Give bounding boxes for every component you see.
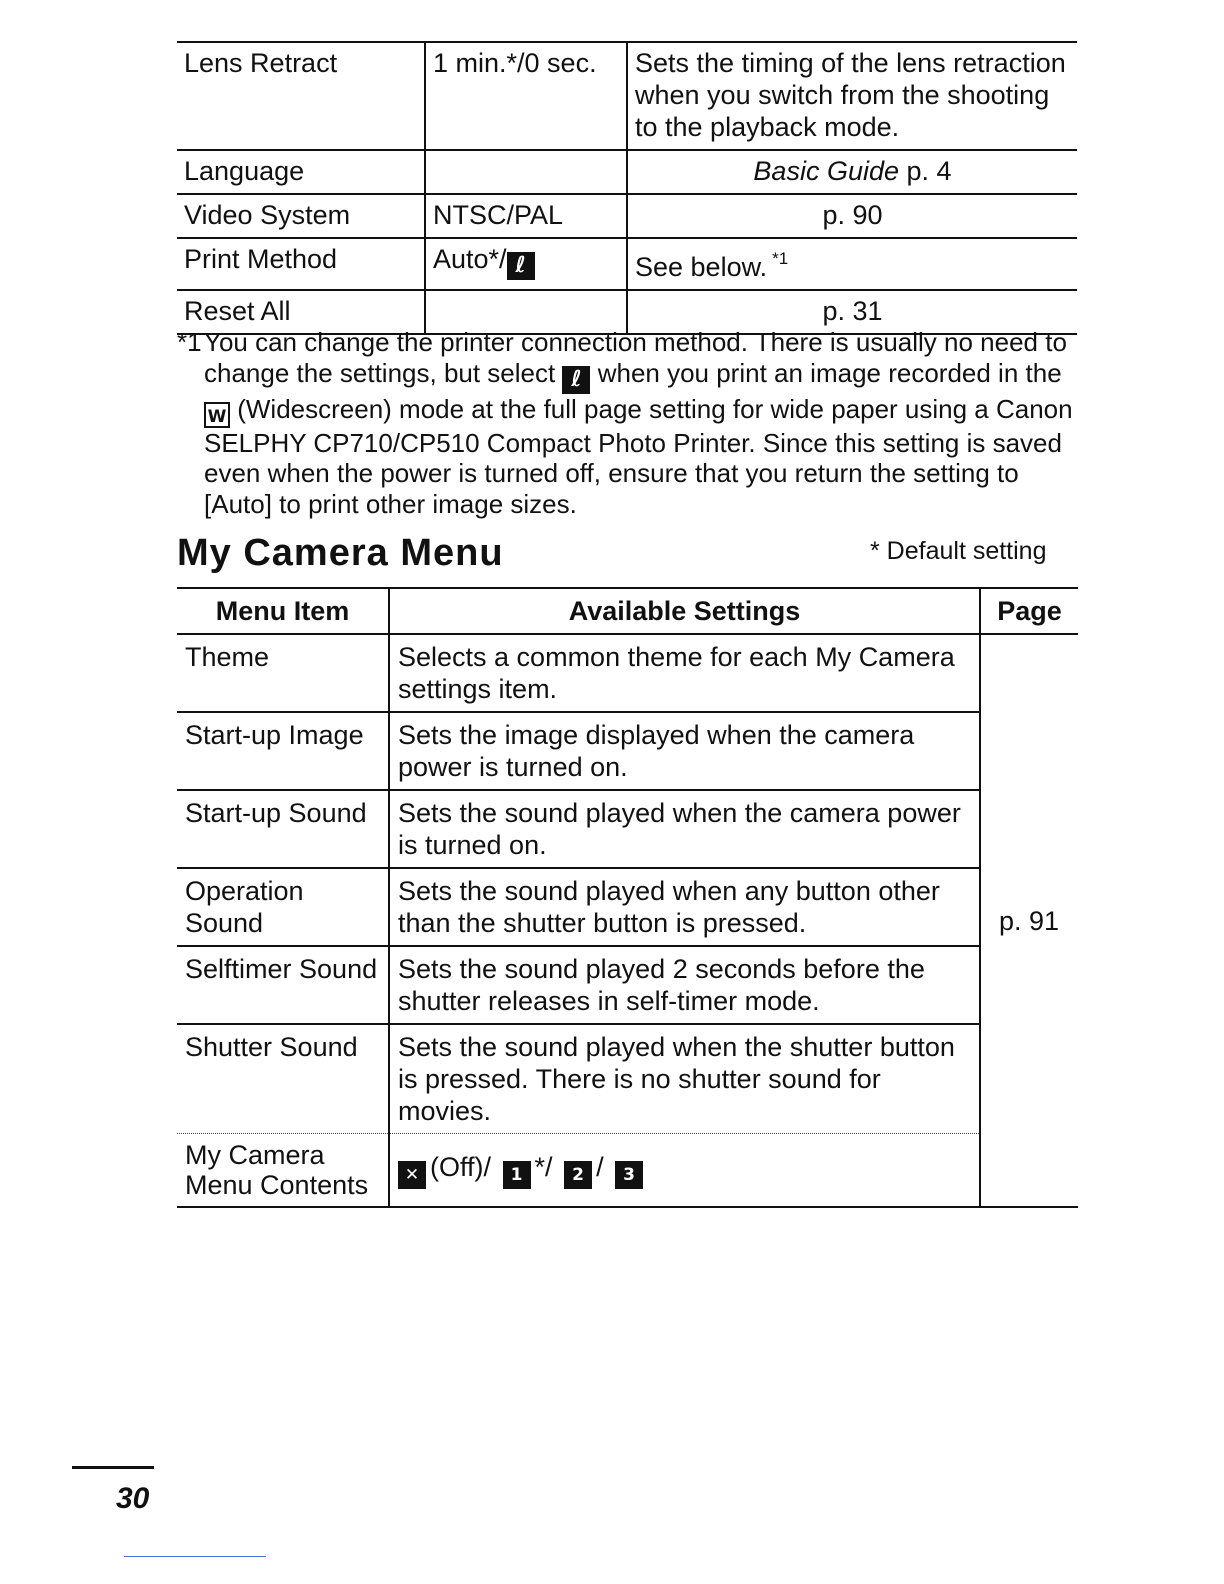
- menu-item-line-2: Menu Contents: [185, 1170, 369, 1200]
- table-row: [177, 712, 1078, 790]
- setting-cell: 1 min.*/0 sec.: [425, 42, 627, 150]
- table-row: [177, 790, 1078, 868]
- menu-item-line-1: My Camera: [185, 1140, 325, 1170]
- footnote-ref: *1: [772, 249, 789, 268]
- contents-off-icon: ✕: [398, 1161, 426, 1189]
- menu-item-cell: Selftimer Sound: [177, 946, 389, 1024]
- table-row: [177, 150, 1077, 194]
- header-menu-item: Menu Item: [177, 588, 389, 634]
- table-row: [177, 238, 1077, 290]
- table-row: [177, 194, 1077, 238]
- header-page: Page: [980, 588, 1078, 634]
- table-row: [177, 946, 1078, 1024]
- contents-3-icon: 3: [615, 1161, 643, 1189]
- page-ref-cell: p. 31: [627, 290, 1077, 334]
- menu-item-cell: Theme: [177, 634, 389, 712]
- bottom-divider: [124, 1556, 266, 1557]
- setting-cell: NTSC/PAL: [425, 194, 627, 238]
- table-row: [177, 1134, 1078, 1208]
- header-available-settings: Available Settings: [389, 588, 980, 634]
- menu-item-cell: Start-up Sound: [177, 790, 389, 868]
- item-cell: Language: [177, 150, 425, 194]
- default-suffix: */: [534, 1151, 553, 1182]
- settings-cell: Sets the sound played 2 seconds before the shutter releases in self-timer mode.: [389, 946, 980, 1024]
- item-cell: Reset All: [177, 290, 425, 334]
- item-cell: Video System: [177, 194, 425, 238]
- setting-text: Auto*/: [433, 244, 507, 274]
- item-cell: Lens Retract: [177, 42, 425, 150]
- settings-cell: Sets the image displayed when the camera power is turned on.: [389, 712, 980, 790]
- footnote-text: [177, 327, 1077, 519]
- footnote-mark: *1: [177, 327, 202, 357]
- menu-item-cell: Shutter Sound: [177, 1024, 389, 1134]
- header-row: [177, 588, 1078, 634]
- page-number: 30: [116, 1482, 150, 1515]
- default-setting-note: * Default setting: [870, 537, 1047, 565]
- print-method-icon: ℓ: [562, 366, 590, 394]
- settings-cell: Sets the sound played when any button other than the shutter button is pressed.: [389, 868, 980, 946]
- description-cell: Sets the timing of the lens retraction when you switch from the shooting to the playback mode.: [627, 42, 1077, 150]
- table-row: [177, 1024, 1078, 1134]
- menu-item-cell: Operation Sound: [177, 868, 389, 946]
- menu-item-cell: Start-up Image: [177, 712, 389, 790]
- settings-cell: [389, 1134, 980, 1208]
- page-ref: p. 4: [906, 156, 952, 186]
- page-ref-cell: [627, 150, 1077, 194]
- off-label: (Off)/: [430, 1151, 492, 1182]
- widescreen-icon: W: [204, 402, 230, 428]
- description-text: See below.: [635, 252, 768, 282]
- section-title: My Camera Menu: [177, 532, 504, 574]
- print-method-icon: ℓ: [507, 252, 535, 280]
- my-camera-menu-table: [177, 587, 1078, 1208]
- page-cell: p. 91: [980, 634, 1078, 1207]
- settings-cell: Sets the sound played when the shutter button is pressed. There is no shutter sound for movies.: [389, 1024, 980, 1134]
- settings-cell: Sets the sound played when the camera power is turned on.: [389, 790, 980, 868]
- footnote-part-3: (Widescreen) mode at the full page setting for wide paper using a Canon SELPHY CP710/CP510 Compact Photo Printer. Since this setting is saved even when the power is turned off, ensure that you return the setting to [Auto] to print other image sizes.: [204, 393, 1073, 519]
- setting-cell: [425, 150, 627, 194]
- table-row: [177, 42, 1077, 150]
- separator: /: [596, 1151, 604, 1182]
- table-row: [177, 868, 1078, 946]
- footnote-part-1: You can change the printer connection method. There is usually no need to change the settings, but select: [204, 327, 1067, 388]
- setting-cell: [425, 238, 627, 290]
- menu-item-cell: [177, 1134, 389, 1208]
- footnote: [177, 327, 1077, 519]
- settings-table: [177, 41, 1077, 335]
- contents-2-icon: 2: [564, 1161, 592, 1189]
- table-row: [177, 634, 1078, 712]
- page-number-rule: [72, 1466, 154, 1469]
- settings-cell: Selects a common theme for each My Camera settings item.: [389, 634, 980, 712]
- basic-guide-label: Basic Guide: [753, 156, 899, 186]
- item-cell: Print Method: [177, 238, 425, 290]
- contents-1-icon: 1: [503, 1161, 531, 1189]
- page-ref-cell: p. 90: [627, 194, 1077, 238]
- footnote-part-2: when you print an image recorded in the: [597, 357, 1062, 388]
- description-cell: [627, 238, 1077, 290]
